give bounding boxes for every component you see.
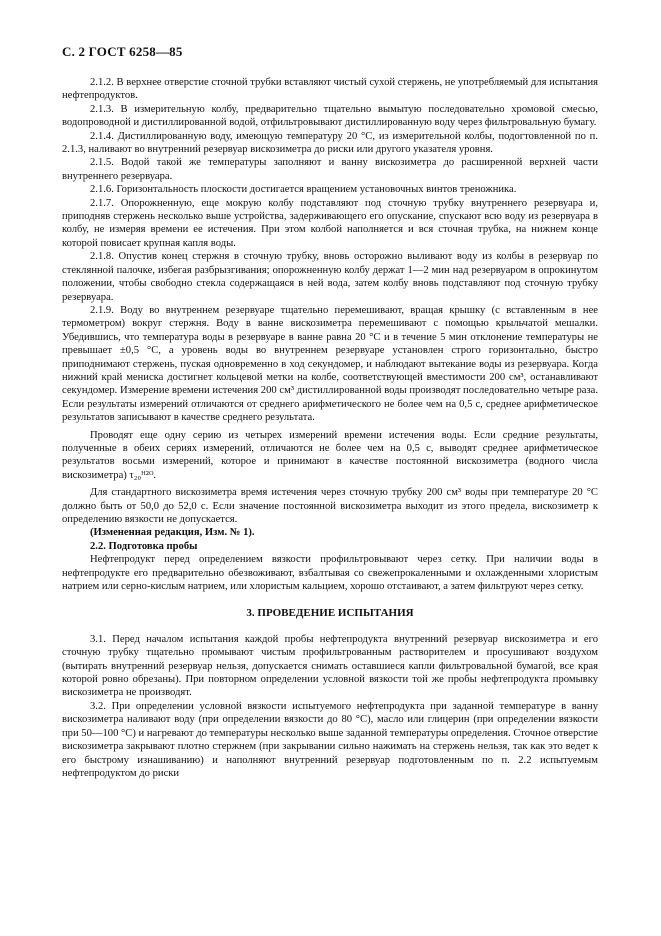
paragraph-2-1-8: 2.1.8. Опустив конец стержня в сточную трубку, вновь осторожно выливают воду из колбы в резервуар по стеклянной палочке, избегая разбрызгивания; опорожненную колбу держат 1—2 мин над резервуаром в опрокинутом положении, чтобы свободно стекла содержащаяся в ней вода, затем колбу вновь подставляют под сточную трубку резервуара. — [62, 251, 598, 303]
document-body — [62, 76, 598, 780]
paragraph-3-1: 3.1. Перед началом испытания каждой пробы нефтепродукта внутренний резервуар вискозиметра и его сточную трубку тщательно промывают чистым профильтрованным растворителем и просушивают воздухом (вытирать внутренний резервуар нельзя, допускается снимать оставшиеся капли фильтровальной бумагой, все края которой ровно обрезаны). При повторном определении условной вязкости той же пробы нефтепродукта промывку вискозиметра не производят. — [62, 633, 598, 699]
edition-note: (Измененная редакция, Изм. № 1). — [90, 527, 255, 539]
paragraph-2-1-6: 2.1.6. Горизонтальность плоскости достигается вращением установочных винтов треножника. — [90, 184, 517, 196]
paragraph-2-1-5: 2.1.5. Водой такой же температуры заполняют и ванну вискозиметра до расширенной верхней части внутреннего резервуара. — [62, 157, 598, 182]
paragraph-2-1-4: 2.1.4. Дистиллированную воду, имеющую температуру 20 °С, из измерительной колбы, подогтовленной по п. 2.1.3, наливают во внутренний резервуар вискозиметра до риски или другого указателя уровня. — [62, 130, 598, 156]
subsection-2-2-heading: 2.2. Подготовка пробы — [90, 540, 198, 552]
paragraph-series: Проводят еще одну серию из четырех измерений времени истечения воды. Если средние результаты, полученные в обеих сериях измерений, отличаются не более чем на 0,5 с, выводят среднее арифметическое результатов восьми измерений, которое и принимают в качестве постоянной вискозиметра (водного числа вискозиметра) τ₂₀ᴴ²ᴼ. — [62, 429, 598, 481]
paragraph-2-1-2: 2.1.2. В верхнее отверстие сточной трубки вставляют чистый сухой стержень, не употребляемый для испытания нефтепродуктов. — [62, 77, 598, 102]
paragraph-2-1-9: 2.1.9. Воду во внутреннем резервуаре тщательно перемешивают, вращая крышку (с вставленным в нее термометром) вокруг стержня. Воду в ванне вискозиметра перемешивают с помощью крыльчатой мешалки. Убедившись, что температура воды в резервуаре в ванне равна 20 °С и в течение 5 мин отклонение температуры не превышает ±0,5 °С, а уровень воды во внутреннем резервуаре установлен строго горизонтально, быстро приподнимают стержень, пуская одновременно в ход секундомер, и наблюдают вытекание воды из резервуара. Когда нижний край мениска достигнет кольцевой метки на колбе, соответствующей вместимости 200 см³, останавливают секундомер. Измерение времени истечения 200 см³ дистиллированной воды производят последовательно четыре раза. Если результаты измерений отличаются от среднего арифметического не более чем на 0,5 с, среднее арифметическое результатов записывают в качестве среднего результата. — [62, 304, 598, 424]
page-header: С. 2 ГОСТ 6258—85 — [62, 44, 183, 59]
paragraph-2-1-7: 2.1.7. Опорожненную, еще мокрую колбу подставляют под сточную трубку внутреннего резервуара и, приподняв стержень несколько выше устройства, задерживающего его опускание, спускают всю воду из резервуара в колбу, не измеряя времени ее истечения. При этом колбой наполняется и вся сточная трубка, на нижнем конце которой повисает крупная капля воды. — [62, 197, 598, 249]
section-3-heading: 3. ПРОВЕДЕНИЕ ИСПЫТАНИЯ — [246, 607, 414, 620]
paragraph-standard: Для стандартного вискозиметра время истечения через сточную трубку 200 см³ воды при температуре 20 °С должно быть от 50,0 до 52,0 с. Если значение постоянной вискозиметра выходит из этого предела, вискозиметр к определению вязкости не допускается. — [62, 487, 598, 525]
paragraph-2-2: Нефтепродукт перед определением вязкости профильтровывают через сетку. При наличии воды в нефтепродукте его предварительно обезвоживают, взбалтывая со свежепрокаленными и охлажденными хлористым натрием или серно-кислым натрием, или хлористым кальцием, хорошо отстаивают, а затем фильтруют через сетку. — [62, 554, 598, 593]
paragraph-2-1-3: 2.1.3. В измерительную колбу, предварительно тщательно вымытую последовательно хромовой смесью, водопроводной и дистиллированной водой, отфильтровывают дистиллированную воду через фильтровальную бумагу. — [62, 103, 598, 129]
paragraph-3-2: 3.2. При определении условной вязкости испытуемого нефтепродукта при заданной температуре в ванну вискозиметра наливают воду (при определении вязкости до 80 °С), масло или глицерин (при определении вязкости при 50—100 °С) и нагревают до температуры несколько выше заданной температуры определения. Сточное отверстие вискозиметра закрывают плотно стержнем (при закрывании сильно нажимать на стержень нельзя, так как это ведет к его быстрому изнашиванию) и наполняют внутренний резервуар подготовленным по п. 2.2 испытуемым нефтепродуктом до риски — [62, 700, 598, 779]
